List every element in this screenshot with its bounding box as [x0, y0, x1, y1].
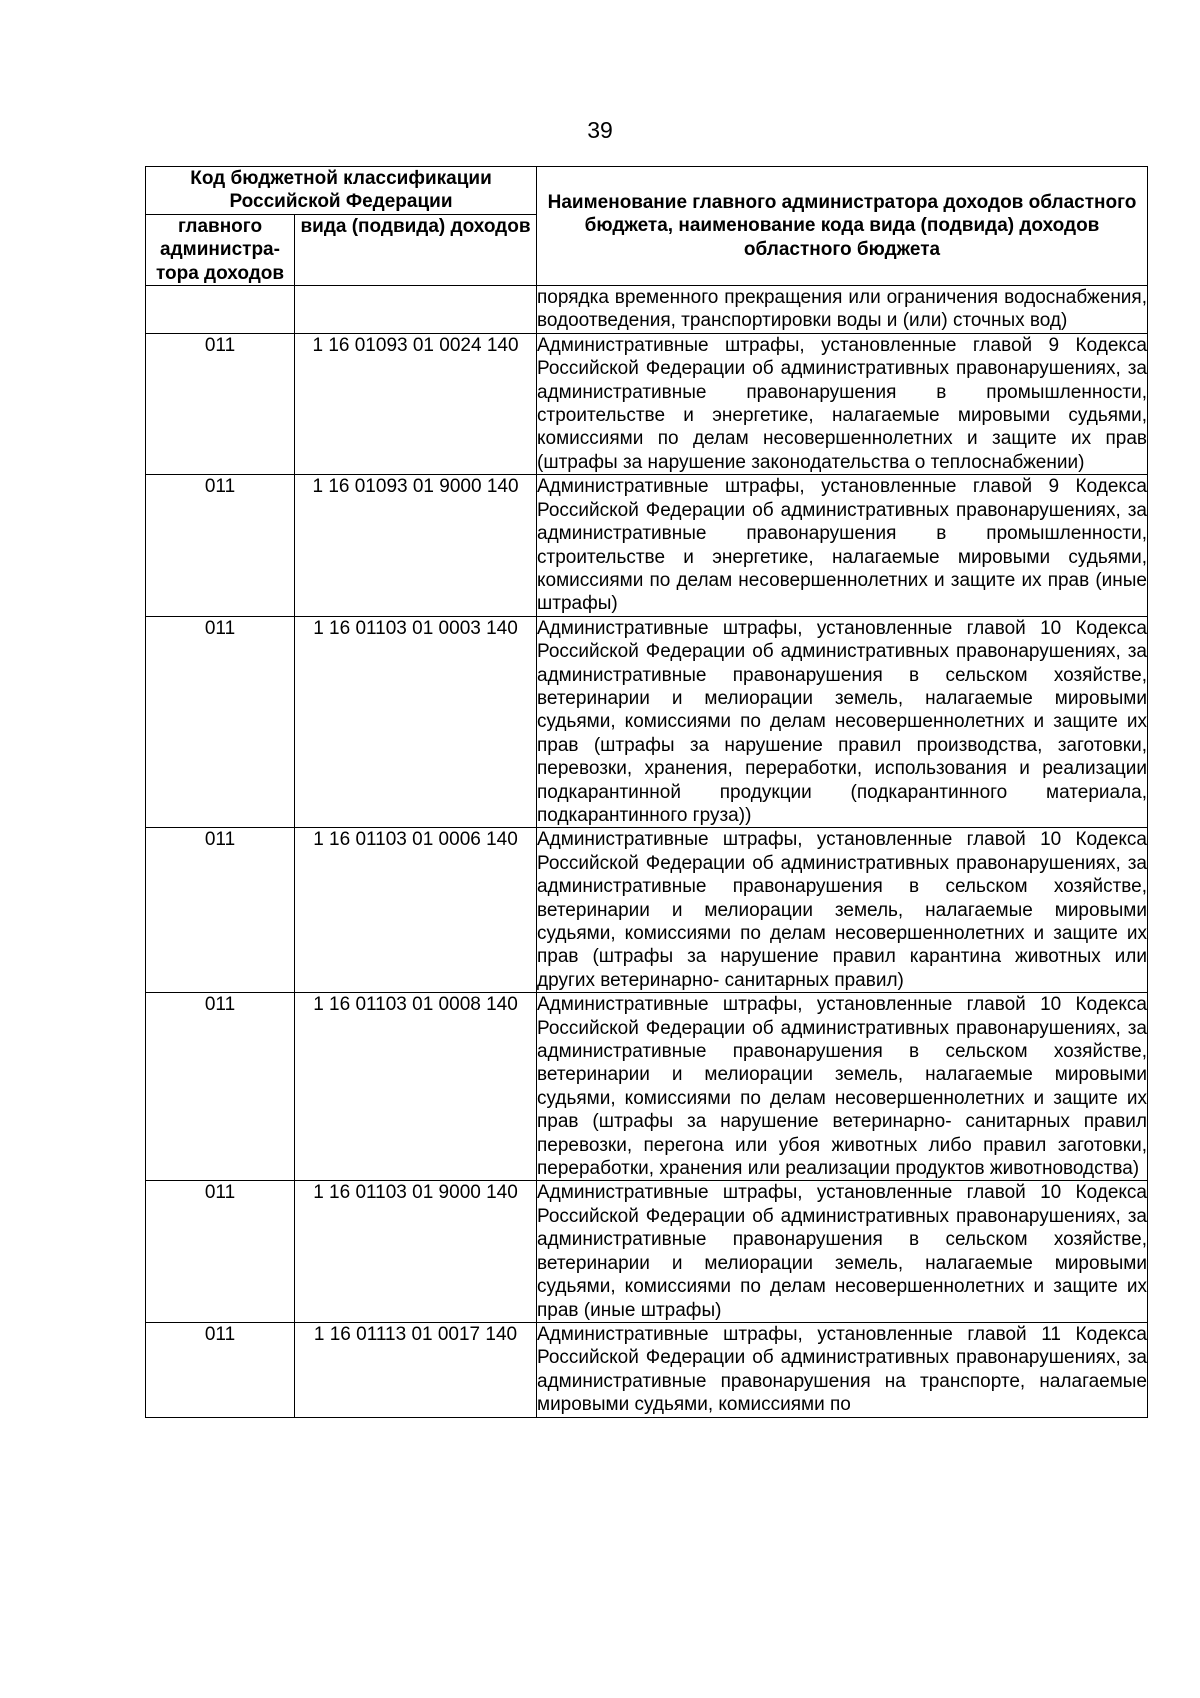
budget-classification-table: [145, 166, 1148, 1418]
table-row: [146, 1322, 1148, 1417]
income-code-cell: 1 16 01103 01 0008 140: [295, 993, 537, 1181]
income-code-cell: [295, 286, 537, 334]
admin-code-cell: [146, 286, 295, 334]
header-name-column: Наименование главного администратора доходов областного бюджета, наименование кода вида (подвида) доходов областного бюджета: [537, 167, 1148, 286]
income-code-cell: 1 16 01093 01 0024 140: [295, 333, 537, 474]
admin-code-cell: 011: [146, 1181, 295, 1322]
header-admin-column: главного администра-тора доходов: [146, 214, 295, 285]
description-cell: Административные штрафы, установленные главой 10 Кодекса Российской Федерации об административных правонарушениях, за административные правонарушения в сельском хозяйстве, ветеринарии и мелиорации земель, налагаемые мировыми судьями, комиссиями по делам несовершеннолетних и защите их прав (штрафы за нарушение правил производства, заготовки, перевозки, хранения, переработки, использования и реализации подкарантинной продукции (подкарантинного материала, подкарантинного груза)): [537, 617, 1147, 826]
description-cell: Административные штрафы, установленные главой 10 Кодекса Российской Федерации об административных правонарушениях, за административные правонарушения в сельском хозяйстве, ветеринарии и мелиорации земель, налагаемые мировыми судьями, комиссиями по делам несовершеннолетних и защите их прав (штрафы за нарушение ветеринарно- санитарных правил перевозки, перегона или убоя животных либо правил заготовки, переработки, хранения или реализации продуктов животноводства): [537, 994, 1147, 1180]
description-cell: Административные штрафы, установленные главой 10 Кодекса Российской Федерации об административных правонарушениях, за административные правонарушения в сельском хозяйстве, ветеринарии и мелиорации земель, налагаемые мировыми судьями, комиссиями по делам несовершеннолетних и защите их прав (штрафы за нарушение правил карантина животных или других ветеринарно- санитарных правил): [537, 829, 1147, 991]
admin-code-cell: 011: [146, 616, 295, 828]
income-code-cell: 1 16 01103 01 0003 140: [295, 616, 537, 828]
income-code-cell: 1 16 01103 01 9000 140: [295, 1181, 537, 1322]
description-cell: Административные штрафы, установленные главой 11 Кодекса Российской Федерации об административных правонарушениях, за административные правонарушения на транспорте, налагаемые мировыми судьями, комиссиями по: [537, 1323, 1147, 1416]
table-row: [146, 475, 1148, 616]
income-code-cell: 1 16 01113 01 0017 140: [295, 1322, 537, 1417]
admin-code-cell: 011: [146, 828, 295, 993]
table-row: [146, 333, 1148, 474]
admin-code-cell: 011: [146, 1322, 295, 1417]
admin-code-cell: 011: [146, 333, 295, 474]
admin-code-cell: 011: [146, 993, 295, 1181]
description-cell: Административные штрафы, установленные главой 10 Кодекса Российской Федерации об административных правонарушениях, за административные правонарушения в сельском хозяйстве, ветеринарии и мелиорации земель, налагаемые мировыми судьями, комиссиями по делам несовершеннолетних и защите их прав (иные штрафы): [537, 1182, 1147, 1321]
header-group-title: Код бюджетной классификации Российской Федерации: [146, 167, 537, 215]
description-cell: порядка временного прекращения или ограничения водоснабжения, водоотведения, транспортировки воды и (или) сточных вод): [537, 287, 1147, 332]
table-body: [146, 286, 1148, 1418]
header-code-column: вида (подвида) доходов: [295, 214, 537, 285]
income-code-cell: 1 16 01103 01 0006 140: [295, 828, 537, 993]
table-row: [146, 286, 1148, 334]
description-cell: Административные штрафы, установленные главой 9 Кодекса Российской Федерации об административных правонарушениях, за административные правонарушения в промышленности, строительстве и энергетике, налагаемые мировыми судьями, комиссиями по делам несовершеннолетних и защите их прав (иные штрафы): [537, 476, 1147, 615]
description-cell: Административные штрафы, установленные главой 9 Кодекса Российской Федерации об административных правонарушениях, за административные правонарушения в промышленности, строительстве и энергетике, налагаемые мировыми судьями, комиссиями по делам несовершеннолетних и защите их прав (штрафы за нарушение законодательства о теплоснабжении): [537, 334, 1147, 473]
table-row: [146, 1181, 1148, 1322]
page-number: 39: [587, 117, 613, 143]
table-row: [146, 828, 1148, 993]
header-row-top: [146, 167, 1148, 215]
table-row: [146, 616, 1148, 828]
income-code-cell: 1 16 01093 01 9000 140: [295, 475, 537, 616]
table-row: [146, 993, 1148, 1181]
admin-code-cell: 011: [146, 475, 295, 616]
